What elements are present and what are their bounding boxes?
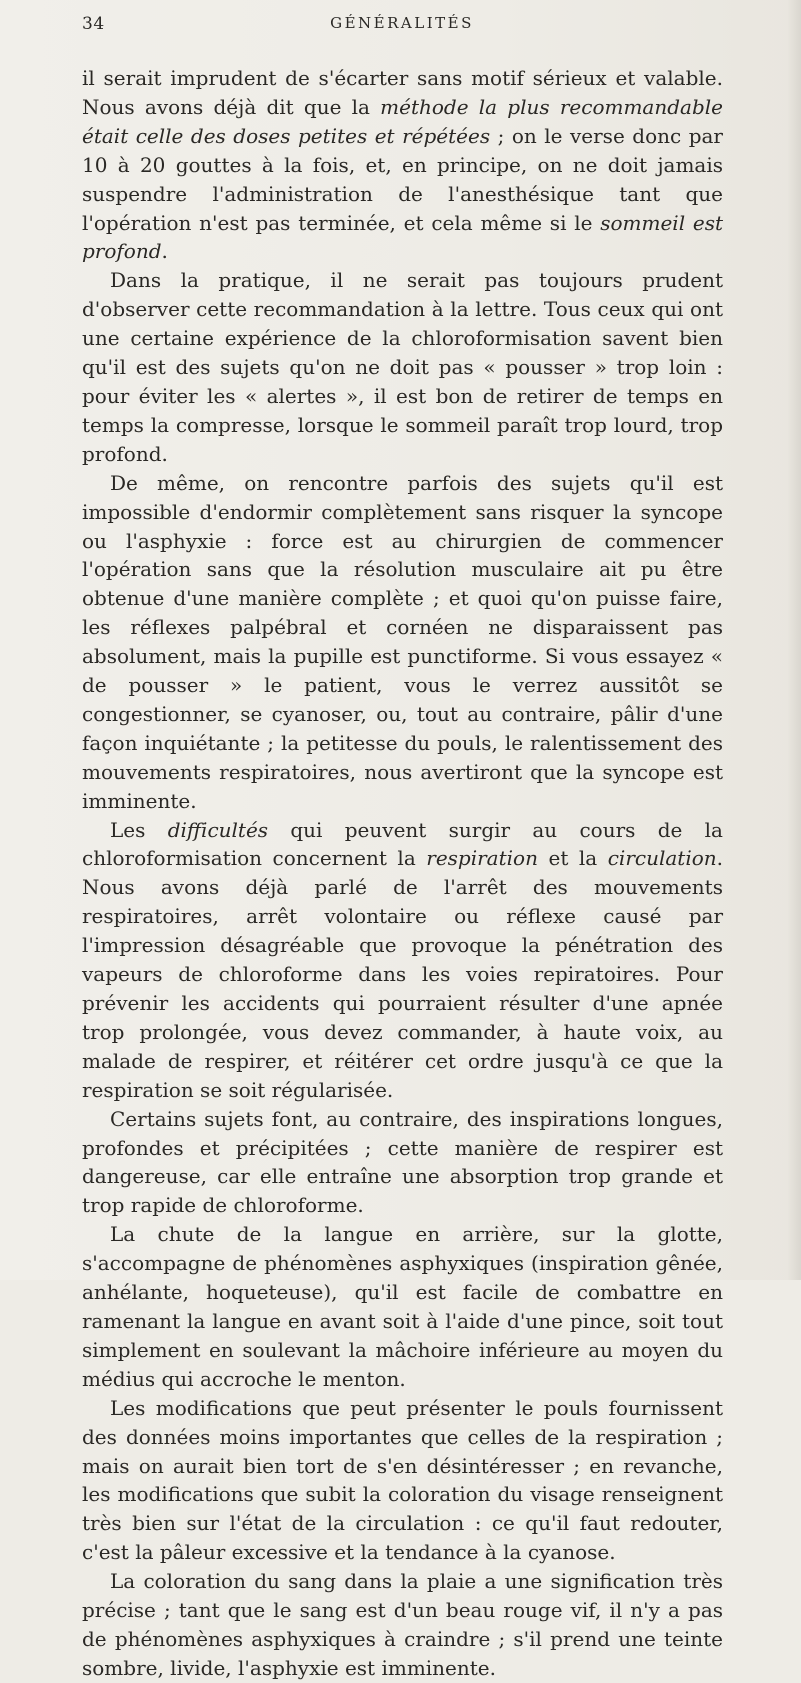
text-run: et la (537, 846, 608, 871)
text-run: qui peuvent surgir au cours de la chloroformisation concernent la (82, 817, 723, 871)
text-run: ; on le verse donc par 10 à 20 gouttes à la fois, et, en principe, on ne doit jamais suspendre l'administration de l'anesthésique tant que l'opération n'est pas terminée, et cela même si le (82, 123, 723, 235)
paragraph (82, 469, 723, 816)
italic-text: circulation (607, 846, 717, 871)
italic-text: méthode la plus recommandable était celle des doses petites et répétées (82, 94, 723, 148)
paragraph (82, 816, 723, 1105)
paragraph (82, 1394, 723, 1567)
italic-text: respiration (426, 846, 538, 871)
text-run: La coloration du sang dans la plaie a une signification très précise ; tant que le sang est d'un beau rouge vif, il n'y a pas de phénomènes asphyxiques à craindre ; s'il prend une teinte sombre, livide, l'asphyxie est imminente. (82, 1569, 723, 1680)
text-run: il serait imprudent de s'écarter sans motif sérieux et valable. Nous avons déjà dit que la (82, 66, 723, 119)
text-run: Les (110, 817, 168, 842)
paragraph (82, 266, 723, 468)
text-run: . Nous avons déjà parlé de l'arrêt des mouvements respiratoires, arrêt volontaire ou réflexe causé par l'impression désagréable que provoque la pénétration des vapeurs de chloroforme dans les voies repiratoires. Pour prévenir les accidents qui pourraient résulter d'une apnée trop prolongée, vous devez commander, à haute voix, au malade de respirer, et réitérer cet ordre jusqu'à ce que la respiration se soit régularisée. (82, 846, 724, 1102)
paragraph (82, 1220, 723, 1393)
italic-text: sommeil est profond (82, 210, 723, 264)
italic-text: difficultés (167, 817, 269, 842)
text-run: La chute de la langue en arrière, sur la glotte, s'accompagne de phénomènes asphyxiques (inspiration gênée, anhélante, hoqueteuse), qu'il est facile de combattre en ramenant la langue en avant soit à l'aide d'une pince, soit tout simplement en soulevant la mâchoire inférieure au moyen du médius qui accroche le menton. (82, 1222, 723, 1391)
text-run: . (161, 239, 168, 264)
text-run: Dans la pratique, il ne serait pas toujours prudent d'observer cette recommandation à la lettre. Tous ceux qui ont une certaine expérience de la chloroformisation savent bien qu'il est des sujets qu'on ne doit pas « pousser » trop loin : pour éviter les « alertes », il est bon de retirer de temps en temps la compresse, lorsque le sommeil paraît trop lourd, trop profond. (82, 268, 723, 466)
text-run: De même, on rencontre parfois des sujets qu'il est impossible d'endormir complètement sans risquer la syncope ou l'asphyxie : force est au chirurgien de commencer l'opération sans que la résolution musculaire ait pu être obtenue d'une manière complète ; et quoi qu'on puisse faire, les réflexes palpébral et cornéen ne disparaissent pas absolument, mais la pupille est punctiforme. Si vous essayez « de pousser » le patient, vous le verrez aussitôt se congestionner, se cyanoser, ou, tout au contraire, pâlir d'une façon inquiétante ; la petitesse du pouls, le ralentissement des mouvements respiratoires, nous avertiront que la syncope est imminente. (82, 470, 723, 813)
paragraph (82, 1105, 723, 1221)
running-title: GÉNÉRALITÉS (330, 14, 474, 32)
paragraph (82, 64, 723, 266)
page-number: 34 (82, 14, 105, 34)
page-header (82, 14, 722, 44)
body-text (82, 64, 723, 1683)
page-edge-shadow (787, 0, 801, 1280)
text-run: Les modifications que peut présenter le pouls fournissent des données moins importantes que celles de la respiration ; mais on aurait bien tort de s'en désintéresser ; en revanche, les modifications que subit la coloration du visage renseignent très bien sur l'état de la circulation : ce qu'il faut redouter, c'est la pâleur excessive et la tendance à la cyanose. (82, 1395, 723, 1565)
text-run: Certains sujets font, au contraire, des inspirations longues, profondes et précipitées ; cette manière de respirer est dangereuse, car elle entraîne une absorption trop grande et trop rapide de chloroforme. (82, 1106, 723, 1218)
paragraph (82, 1567, 723, 1683)
